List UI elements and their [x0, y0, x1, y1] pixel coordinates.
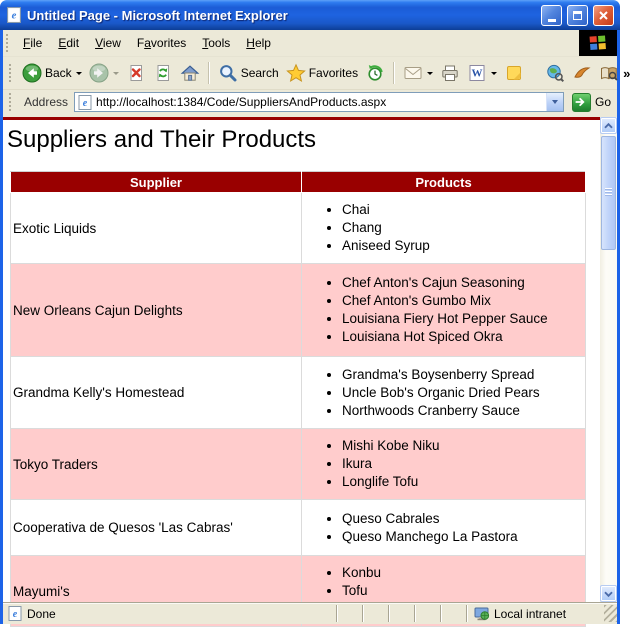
- supplier-cell: Grandma Kelly's Homestead: [11, 357, 302, 429]
- window-title: Untitled Page - Microsoft Internet Explorer: [27, 7, 288, 23]
- close-icon: [598, 10, 609, 21]
- supplier-cell: Mayumi's: [11, 556, 302, 627]
- forward-dropdown-caret: [113, 72, 119, 75]
- book-search-icon: [599, 63, 619, 83]
- chevron-down-icon: [552, 100, 558, 104]
- table-row: [11, 193, 586, 264]
- word-dropdown-caret: [491, 72, 497, 75]
- products-cell: [302, 193, 586, 264]
- products-cell: [302, 500, 586, 556]
- search-icon: [218, 63, 238, 83]
- products-cell: [302, 357, 586, 429]
- print-icon: [440, 63, 460, 83]
- status-pane: [388, 605, 414, 622]
- go-button[interactable]: [570, 93, 613, 112]
- ie-page-icon: [78, 95, 92, 110]
- mail-button[interactable]: [400, 60, 436, 86]
- address-grip[interactable]: [9, 93, 15, 111]
- page-top-rule: [3, 117, 600, 120]
- suppliers-table: [10, 171, 586, 627]
- address-input[interactable]: [96, 94, 542, 110]
- product-item: • Mishi Kobe Niku: [342, 437, 583, 455]
- chevron-down-icon: [604, 591, 613, 597]
- menu-favorites[interactable]: Favorites: [136, 36, 187, 50]
- print-button[interactable]: [437, 60, 463, 86]
- column-header-supplier: Supplier: [11, 172, 302, 193]
- svg-text:e: e: [11, 10, 17, 22]
- standard-toolbar: [3, 57, 631, 90]
- menu-tools[interactable]: Tools: [202, 36, 231, 50]
- product-item: • Queso Cabrales: [342, 510, 583, 528]
- addon-button[interactable]: [569, 60, 595, 86]
- column-header-products: Products: [302, 172, 586, 193]
- svg-text:e: e: [82, 97, 88, 109]
- back-dropdown-caret: [76, 72, 82, 75]
- product-item: • Ikura: [342, 455, 583, 473]
- scrollbar-thumb[interactable]: [601, 136, 616, 250]
- maximize-icon: [573, 11, 582, 20]
- table-row: [11, 264, 586, 357]
- mail-dropdown-caret: [427, 72, 433, 75]
- products-cell: [302, 264, 586, 357]
- web-research-button[interactable]: [542, 60, 568, 86]
- zone-label: Local intranet: [494, 606, 567, 621]
- ie-page-icon: [6, 7, 22, 23]
- product-item: • Chang: [342, 219, 583, 237]
- messenger-note-icon: [504, 63, 524, 83]
- status-pane: [336, 605, 362, 622]
- web-page: [3, 117, 600, 602]
- favorites-label: Favorites: [308, 66, 359, 80]
- products-list: [304, 510, 583, 546]
- table-row: [11, 429, 586, 500]
- supplier-cell: Exotic Liquids: [11, 193, 302, 264]
- status-pane: [362, 605, 388, 622]
- ie-page-icon: [8, 606, 22, 621]
- chevron-up-icon: [604, 123, 613, 129]
- minimize-button[interactable]: [541, 5, 562, 26]
- search-label: Search: [240, 66, 279, 80]
- stop-button[interactable]: [123, 60, 149, 86]
- status-message-pane: [3, 606, 336, 621]
- menu-file[interactable]: File: [23, 36, 43, 50]
- products-list: [304, 437, 583, 491]
- back-icon: [22, 63, 42, 83]
- stop-icon: [126, 63, 146, 83]
- mail-icon: [403, 63, 423, 83]
- history-icon: [365, 63, 385, 83]
- status-bar: [3, 602, 617, 624]
- products-cell: [302, 429, 586, 500]
- word-icon: [467, 63, 487, 83]
- address-label: Address: [24, 95, 69, 109]
- scroll-down-button[interactable]: [600, 585, 617, 602]
- page-heading: Suppliers and Their Products: [7, 126, 317, 153]
- supplier-cell: Cooperativa de Quesos 'Las Cabras': [11, 500, 302, 556]
- product-item: • Queso Manchego La Pastora: [342, 528, 583, 546]
- forward-icon: [89, 63, 109, 83]
- research-button[interactable]: [596, 60, 622, 86]
- vertical-scrollbar[interactable]: [600, 117, 617, 602]
- product-item: • Chef Anton's Cajun Seasoning: [342, 274, 583, 292]
- address-bar: [3, 90, 617, 117]
- product-item: • Chai: [342, 201, 583, 219]
- menu-bar: [3, 30, 617, 57]
- product-item: • Konbu: [342, 564, 583, 582]
- refresh-button[interactable]: [150, 60, 176, 86]
- address-field: [74, 92, 564, 112]
- refresh-icon: [153, 63, 173, 83]
- menu-items: [15, 34, 279, 52]
- forward-button[interactable]: [86, 60, 122, 86]
- product-item: • Chef Anton's Gumbo Mix: [342, 292, 583, 310]
- product-item: • Louisiana Fiery Hot Pepper Sauce: [342, 310, 583, 328]
- product-item: • Aniseed Syrup: [342, 237, 583, 255]
- svg-text:W: W: [471, 67, 483, 80]
- edit-with-word-button[interactable]: [464, 60, 500, 86]
- address-dropdown-button[interactable]: [546, 93, 563, 111]
- product-item: • Northwoods Cranberry Sauce: [342, 402, 583, 420]
- scroll-up-button[interactable]: [600, 117, 617, 134]
- table-row: [11, 500, 586, 556]
- home-icon: [180, 63, 200, 83]
- favorites-button[interactable]: [283, 60, 361, 86]
- table-row: [11, 357, 586, 429]
- go-arrow-icon: [572, 93, 591, 112]
- home-button[interactable]: [177, 60, 203, 86]
- svg-text:e: e: [12, 609, 18, 620]
- title-bar[interactable]: [0, 0, 620, 30]
- search-button[interactable]: [215, 60, 282, 86]
- security-zone-pane: [466, 605, 604, 622]
- products-list: [304, 274, 583, 346]
- resize-grip[interactable]: [604, 605, 617, 622]
- menu-grip[interactable]: [6, 34, 12, 52]
- toolbar-separator: [393, 62, 395, 84]
- products-list: [304, 201, 583, 255]
- menu-view[interactable]: View: [95, 36, 121, 50]
- supplier-cell: New Orleans Cajun Delights: [11, 264, 302, 357]
- product-item: • Longlife Tofu: [342, 473, 583, 491]
- favorites-star-icon: [286, 63, 306, 83]
- globe-search-icon: [545, 63, 565, 83]
- product-item: • Uncle Bob's Organic Dried Pears: [342, 384, 583, 402]
- messenger-button[interactable]: [501, 60, 527, 86]
- status-pane: [440, 605, 466, 622]
- close-button[interactable]: [593, 5, 614, 26]
- product-item: • Grandma's Boysenberry Spread: [342, 366, 583, 384]
- status-pane: [414, 605, 440, 622]
- back-label: Back: [45, 66, 72, 80]
- toolbar-overflow-chevron[interactable]: »: [623, 65, 631, 81]
- local-intranet-icon: [474, 607, 489, 621]
- maximize-button[interactable]: [567, 5, 588, 26]
- content-area: [3, 117, 617, 602]
- windows-logo-icon: [579, 30, 617, 56]
- product-item: • Louisiana Hot Spiced Okra: [342, 328, 583, 346]
- menu-edit[interactable]: Edit: [58, 36, 80, 50]
- toolbar-separator: [208, 62, 210, 84]
- go-label: Go: [594, 95, 611, 109]
- supplier-cell: Tokyo Traders: [11, 429, 302, 500]
- history-button[interactable]: [362, 60, 388, 86]
- menu-help[interactable]: Help: [246, 36, 271, 50]
- swoosh-icon: [572, 63, 592, 83]
- product-item: • Tofu: [342, 582, 583, 600]
- table-header: [11, 172, 586, 193]
- toolbar-grip[interactable]: [9, 64, 15, 82]
- status-text: Done: [27, 606, 56, 621]
- back-button[interactable]: [19, 60, 85, 86]
- minimize-icon: [548, 19, 556, 22]
- products-list: [304, 366, 583, 420]
